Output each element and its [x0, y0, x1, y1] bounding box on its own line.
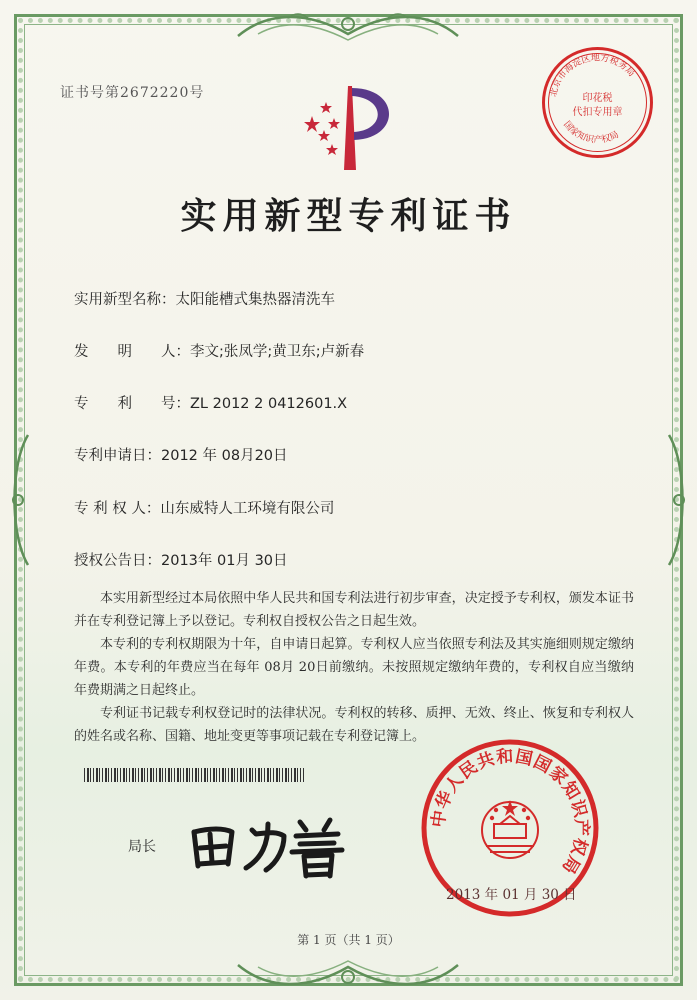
field-value: 山东威特人工环境有限公司 [160, 501, 335, 517]
left-ornament-icon [6, 430, 36, 570]
page-title: 实用新型专利证书 [180, 196, 517, 237]
right-ornament-icon [661, 430, 691, 570]
field-value: 2013年 01月 30日 [161, 553, 288, 569]
tax-stamp-icon [540, 45, 655, 160]
filing-date-field [74, 444, 288, 465]
tax-stamp-center-1: 印花税 [582, 93, 613, 104]
seal-ring-text: 中华人民共和国国家知识产权局 [428, 746, 592, 878]
tax-stamp-center-2: 代扣专用章 [572, 107, 623, 118]
body-paragraph-1: 本实用新型经过本局依照中华人民共和国专利法进行初步审查，决定授予专利权，颁发本证书并在专利登记簿上予以登记。专利权自授权公告之日起生效。 [74, 591, 634, 629]
certificate-number: 证书号第2672220号 [60, 85, 205, 101]
field-label: 发 明 人： [74, 344, 190, 360]
tax-stamp-bottom-text: 国家知识产权局 [561, 119, 621, 146]
barcode [84, 768, 304, 782]
field-label: 专 利 号： [74, 396, 190, 412]
inventor-field [74, 340, 364, 361]
bottom-ornament-icon [228, 955, 468, 995]
field-value: 太阳能槽式集热器清洗车 [175, 292, 335, 308]
chief-label: 局长 [128, 839, 156, 855]
patent-number-field [74, 392, 347, 413]
field-value: 2012 年 08月20日 [161, 448, 288, 464]
page-number: 第 1 页（共 1 页） [297, 933, 400, 947]
field-label: 授权公告日： [74, 553, 161, 569]
field-value: 李文;张凤学;黄卫东;卢新春 [190, 344, 365, 360]
field-label: 实用新型名称： [74, 292, 176, 308]
utility-model-name-field [74, 288, 335, 309]
body-paragraph-2: 本专利的专利权期限为十年，自申请日起算。专利权人应当依照专利法及其实施细则规定缴纳年费。本专利的年费应当在每年 08月 20日前缴纳。未按照规定缴纳年费的，专利权自应当缴纳年费期满之日起终止。 [74, 637, 634, 698]
grant-date-field [74, 549, 288, 570]
seal-date: 2013 年 01 月 30 日 [446, 887, 577, 903]
field-label: 专利申请日： [74, 448, 161, 464]
top-ornament-icon [228, 6, 468, 46]
patent-holder-field [74, 497, 334, 518]
body-paragraph-3: 专利证书记载专利权登记时的法律状况。专利权的转移、质押、无效、终止、恢复和专利权人的姓名或名称、国籍、地址变更等事项记载在专利登记簿上。 [74, 706, 634, 744]
patent-office-logo-icon [290, 78, 410, 178]
svg-text:国家知识产权局 [561, 119, 620, 146]
svg-text:北京市海淀区地方税务局 [547, 51, 637, 98]
certificate-body [74, 587, 634, 748]
field-value: ZL 2012 2 0412601.X [190, 396, 348, 412]
field-label: 专 利 权 人： [74, 501, 161, 517]
director-signature [180, 810, 360, 880]
tax-stamp-ring-text: 北京市海淀区地方税务局 [548, 53, 637, 98]
